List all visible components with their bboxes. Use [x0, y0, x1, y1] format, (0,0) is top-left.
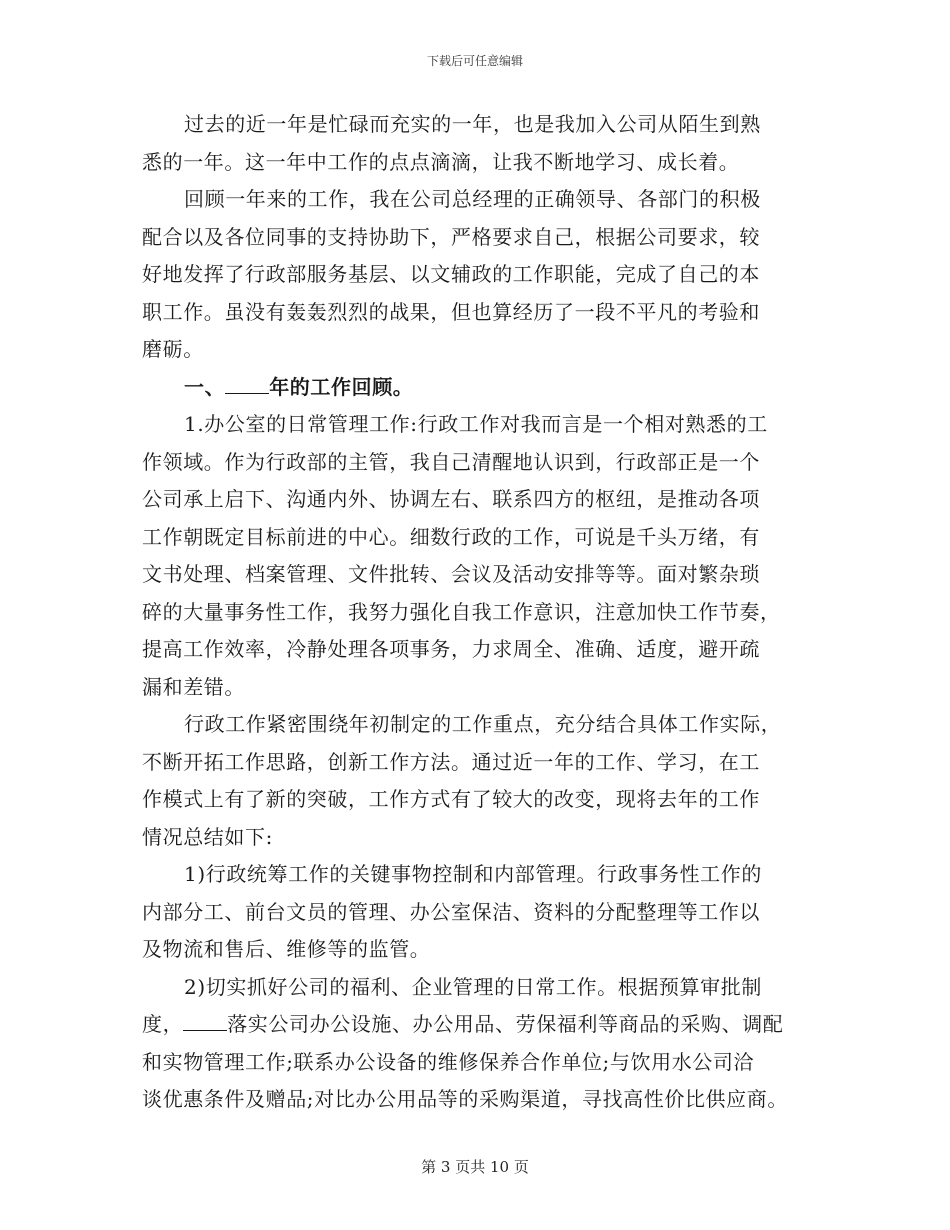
paragraph-line: 悉的一年。这一年中工作的点点滴滴，让我不断地学习、成长着。	[142, 149, 740, 174]
paragraph-line: 1)行政统筹工作的关键事物控制和内部管理。行政事务性工作的	[184, 862, 762, 886]
paragraph-line: 碎的大量事务性工作，我努力强化自我工作意识，注意加快工作节奏，	[142, 599, 781, 624]
paragraph-line: 作模式上有了新的突破，工作方式有了较大的改变，现将去年的工作	[142, 787, 760, 811]
paragraph-line: 和实物管理工作;联系办公设备的维修保养合作单位;与饮用水公司洽	[142, 1049, 755, 1074]
paragraph-line: 及物流和售后、维修等的监管。	[142, 937, 431, 961]
heading-suffix: 年的工作回顾。	[269, 374, 414, 399]
paragraph-line	[142, 1006, 822, 1044]
paragraph-line: 回顾一年来的工作，我在公司总经理的正确领导、各部门的积极	[184, 187, 761, 211]
paragraph-line: 职工作。虽没有轰轰烈烈的战果，但也算经历了一段不平凡的考验和	[142, 299, 760, 324]
section-heading	[142, 369, 822, 407]
paragraph-line: 行政工作紧密围绕年初制定的工作重点，充分结合具体工作实际，	[184, 712, 782, 736]
page-footer: 第 3 页共 10 页	[421, 1158, 529, 1176]
paragraph-line: 内部分工、前台文员的管理、办公室保洁、资料的分配整理等工作以	[142, 899, 760, 924]
paragraph-line: 不断开拓工作思路，创新工作方法。通过近一年的工作、学习，在工	[142, 749, 760, 774]
blank-underline	[183, 1008, 227, 1031]
paragraph-line: 1.办公室的日常管理工作:行政工作对我而言是一个相对熟悉的工	[184, 412, 768, 436]
heading-prefix: 一、	[184, 374, 226, 399]
document-body	[142, 106, 822, 1119]
paragraph-line: 漏和差错。	[142, 674, 245, 699]
paragraph-line: 配合以及各位同事的支持协助下，严格要求自己，根据公司要求，较	[142, 224, 760, 249]
line-suffix: 落实公司办公设施、办公用品、劳保福利等商品的采购、调配	[227, 1012, 784, 1036]
paragraph-line: 好地发挥了行政部服务基层、以文辅政的工作职能，完成了自己的本	[142, 262, 760, 286]
paragraph-line: 文书处理、档案管理、文件批转、会议及活动安排等等。面对繁杂琐	[142, 562, 760, 586]
page-header: 下载后可任意编辑	[426, 54, 523, 68]
paragraph-line: 公司承上启下、沟通内外、协调左右、联系四方的枢纽，是推动各项	[142, 487, 760, 511]
blank-underline	[225, 371, 269, 394]
paragraph-line: 2)切实抓好公司的福利、企业管理的日常工作。根据预算审批制	[184, 974, 762, 999]
paragraph-line: 提高工作效率，冷静处理各项事务，力求周全、准确、适度，避开疏	[142, 637, 760, 661]
paragraph-line: 作领域。作为行政部的主管，我自己清醒地认识到，行政部正是一个	[142, 449, 760, 474]
paragraph-line: 过去的近一年是忙碌而充实的一年，也是我加入公司从陌生到熟	[184, 112, 761, 136]
paragraph-line: 情况总结如下:	[142, 824, 273, 849]
line-prefix: 度，	[142, 1012, 184, 1036]
paragraph-line: 磨砺。	[142, 337, 204, 361]
paragraph-line: 谈优惠条件及赠品;对比办公用品等的采购渠道，寻找高性价比供应商。	[142, 1087, 788, 1111]
paragraph-line: 工作朝既定目标前进的中心。细数行政的工作，可说是千头万绪，有	[142, 524, 760, 549]
